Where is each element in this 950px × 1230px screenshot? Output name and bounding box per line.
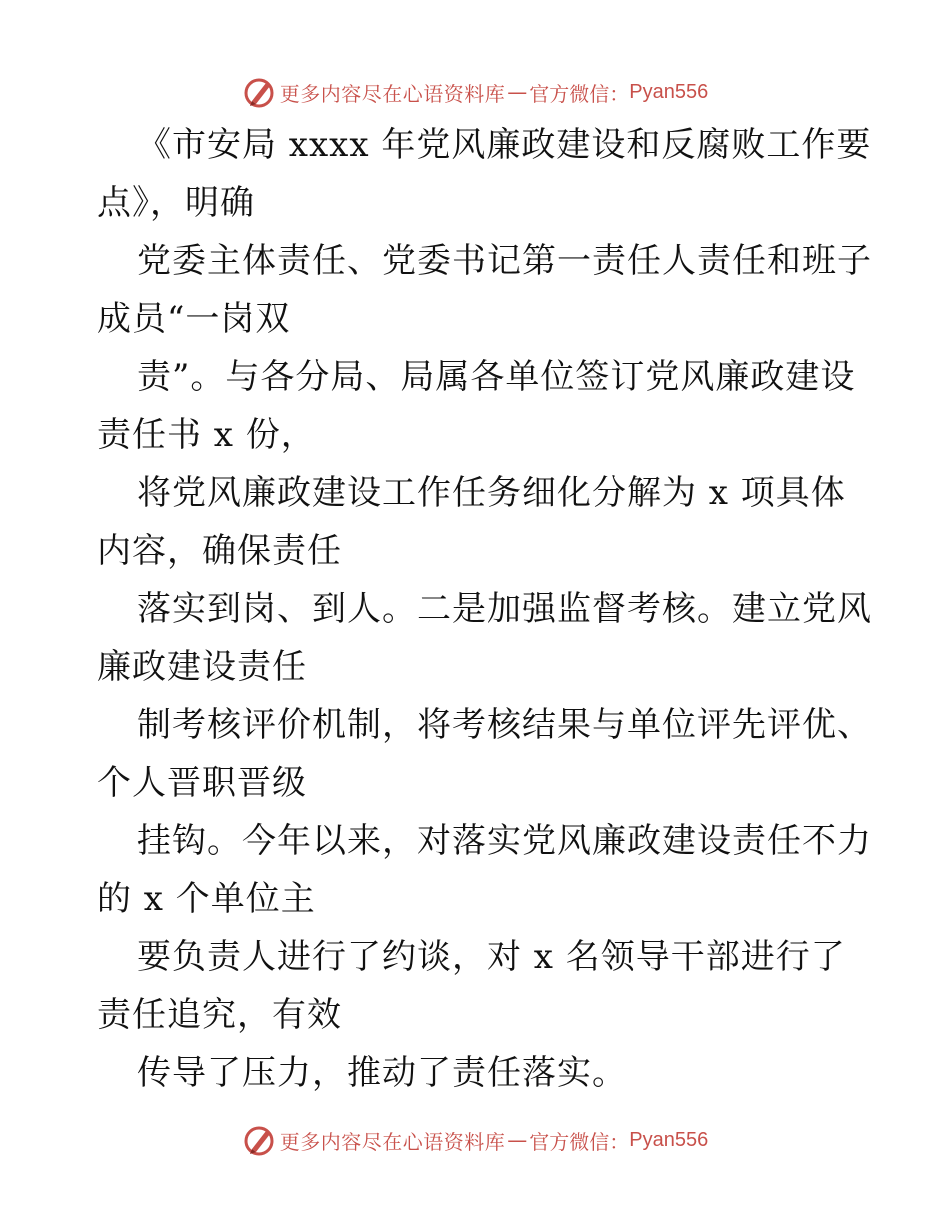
text-line: 廉政建设责任 — [97, 647, 307, 687]
text-line: 个人晋职晋级 — [97, 763, 307, 803]
banner-title: 更多内容尽在心语资料库 — [279, 1129, 506, 1154]
text-line: 责”。与各分局、局属各单位签订党风廉政建设 — [137, 357, 856, 397]
text-line: 内容，确保责任 — [97, 531, 342, 571]
text-line: 《市安局 xxxx 年党风廉政建设和反腐败工作要 — [137, 125, 872, 165]
banner-subtitle: 官方微信： — [529, 81, 630, 106]
pen-logo-icon — [242, 75, 276, 109]
banner-dash: — — [507, 1128, 528, 1152]
text-line: 责任追究，有效 — [97, 995, 342, 1035]
text-line: 点》，明确 — [97, 183, 255, 223]
text-line: 落实到岗、到人。二是加强监督考核。建立党风 — [137, 589, 872, 629]
banner-wechat-id: Pyan556 — [629, 80, 709, 103]
text-line: 党委主体责任、党委书记第一责任人责任和班子 — [137, 241, 872, 281]
banner-subtitle: 官方微信： — [529, 1129, 630, 1154]
footer-banner — [0, 1120, 950, 1160]
header-banner — [0, 72, 950, 112]
document-body — [97, 116, 872, 1102]
text-line: 要负责人进行了约谈，对 x 名领导干部进行了 — [137, 937, 846, 977]
text-line: 的 x 个单位主 — [97, 879, 316, 919]
pen-logo-icon — [242, 1123, 276, 1157]
text-line: 成员“一岗双 — [97, 299, 291, 339]
text-line: 制考核评价机制，将考核结果与单位评先评优、 — [137, 705, 872, 745]
banner-title: 更多内容尽在心语资料库 — [279, 81, 506, 106]
banner-dash: — — [507, 80, 528, 104]
text-line: 责任书 x 份， — [97, 415, 316, 455]
text-line: 挂钩。今年以来，对落实党风廉政建设责任不力 — [137, 821, 872, 861]
text-line: 传导了压力，推动了责任落实。 — [137, 1053, 627, 1093]
banner-wechat-id: Pyan556 — [629, 1128, 709, 1151]
text-line: 将党风廉政建设工作任务细化分解为 x 项具体 — [137, 473, 846, 513]
